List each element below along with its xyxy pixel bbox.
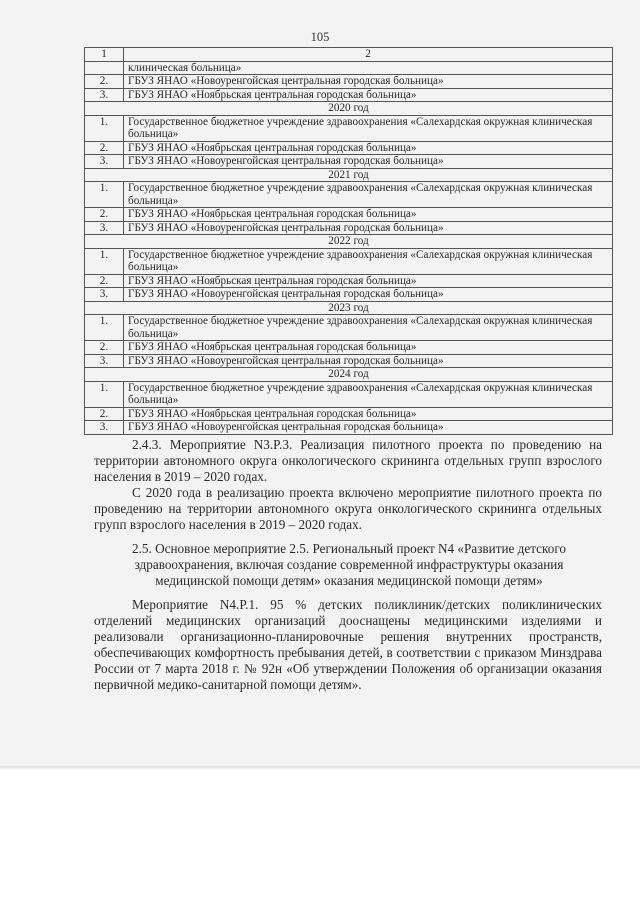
row-text: Государственное бюджетное учреждение здравоохранения «Салехардская окружная клиническая больница» — [124, 315, 613, 341]
table-row — [85, 221, 613, 235]
table-row — [85, 315, 613, 341]
row-number: 3. — [85, 421, 124, 435]
row-number: 2. — [85, 75, 124, 89]
year-row — [85, 102, 613, 116]
year-row — [85, 235, 613, 249]
row-number: 1. — [85, 315, 124, 341]
table-row — [85, 341, 613, 355]
year-row — [85, 301, 613, 315]
table-row — [85, 208, 613, 222]
year-label: 2021 год — [85, 168, 613, 182]
section-2-4-3 — [94, 437, 602, 533]
year-row — [85, 368, 613, 382]
row-number: 3. — [85, 88, 124, 102]
table-row — [85, 354, 613, 368]
row-text: ГБУЗ ЯНАО «Новоуренгойская центральная городская больница» — [124, 354, 613, 368]
row-text: ГБУЗ ЯНАО «Новоуренгойская центральная городская больница» — [124, 221, 613, 235]
row-text: ГБУЗ ЯНАО «Ноябрьская центральная городская больница» — [124, 208, 613, 222]
row-number — [85, 61, 124, 75]
table-row — [85, 407, 613, 421]
row-text: ГБУЗ ЯНАО «Ноябрьская центральная городская больница» — [124, 141, 613, 155]
row-text: ГБУЗ ЯНАО «Ноябрьская центральная городская больница» — [124, 407, 613, 421]
row-text: ГБУЗ ЯНАО «Новоуренгойская центральная городская больница» — [124, 75, 613, 89]
table-row — [85, 155, 613, 169]
row-number: 3. — [85, 354, 124, 368]
year-label: 2024 год — [85, 368, 613, 382]
section-2-4-3-paragraph-1: 2.4.3. Мероприятие N3.P.3. Реализация пилотного проекта по проведению на территории автономного округа онкологического скрининга отдельных групп взрослого населения в 2019 – 2020 годах. — [94, 437, 602, 484]
row-text: ГБУЗ ЯНАО «Ноябрьская центральная городская больница» — [124, 88, 613, 102]
row-text: клиническая больница» — [124, 61, 613, 75]
row-number: 2. — [85, 141, 124, 155]
row-text: ГБУЗ ЯНАО «Новоуренгойская центральная городская больница» — [124, 288, 613, 302]
header-col-1: 1 — [85, 48, 124, 62]
row-number: 2. — [85, 208, 124, 222]
row-number: 1. — [85, 182, 124, 208]
table-header-row — [85, 48, 613, 62]
section-n4p1-paragraph: Мероприятие N4.P.1. 95 % детских поликлиник/детских поликлинических отделений медицинских организаций дооснащены медицинскими изделиями и реализовали организационно-планировочные решения внутренних пространств, обеспечивающих комфортность пребывания детей, в соответствии с приказом Минздрава России от 7 марта 2018 г. № 92н «Об утверждении Положения об организации оказания первичной медико-санитарной помощи детям». — [94, 597, 602, 692]
row-number: 2. — [85, 274, 124, 288]
table-row — [85, 288, 613, 302]
table-row — [85, 141, 613, 155]
hospital-schedule-table — [84, 47, 613, 435]
year-label: 2022 год — [85, 235, 613, 249]
row-text: Государственное бюджетное учреждение здравоохранения «Салехардская окружная клиническая больница» — [124, 115, 613, 141]
table-row — [85, 88, 613, 102]
row-number: 2. — [85, 407, 124, 421]
table-row — [85, 182, 613, 208]
page-edge-shadow — [0, 766, 640, 770]
row-number: 3. — [85, 288, 124, 302]
table-row — [85, 75, 613, 89]
row-text: ГБУЗ ЯНАО «Ноябрьская центральная городская больница» — [124, 341, 613, 355]
row-number: 1. — [85, 248, 124, 274]
year-label: 2020 год — [85, 102, 613, 116]
section-2-4-3-paragraph-2: С 2020 года в реализацию проекта включено мероприятие пилотного проекта по проведению на территории автономного округа онкологического скрининга отдельных групп взрослого населения в 2019 – 2020 годах. — [94, 485, 602, 532]
year-label: 2023 год — [85, 301, 613, 315]
row-text: ГБУЗ ЯНАО «Ноябрьская центральная городская больница» — [124, 274, 613, 288]
table-row — [85, 248, 613, 274]
header-col-2: 2 — [124, 48, 613, 62]
table-row — [85, 115, 613, 141]
row-text: Государственное бюджетное учреждение здравоохранения «Салехардская окружная клиническая больница» — [124, 248, 613, 274]
row-number: 1. — [85, 115, 124, 141]
row-text: ГБУЗ ЯНАО «Новоуренгойская центральная городская больница» — [124, 421, 613, 435]
row-text: ГБУЗ ЯНАО «Новоуренгойская центральная городская больница» — [124, 155, 613, 169]
table-row — [85, 421, 613, 435]
row-number: 1. — [85, 381, 124, 407]
row-text: Государственное бюджетное учреждение здравоохранения «Салехардская окружная клиническая больница» — [124, 381, 613, 407]
page-number: 105 — [310, 30, 330, 44]
table-row — [85, 61, 613, 75]
row-number: 3. — [85, 155, 124, 169]
year-row — [85, 168, 613, 182]
row-text: Государственное бюджетное учреждение здравоохранения «Салехардская окружная клиническая больница» — [124, 182, 613, 208]
section-2-5-heading: 2.5. Основное мероприятие 2.5. Региональный проект N4 «Развитие детского здравоохранения, включая создание современной инфраструктуры оказания медицинской помощи детям» оказания медицинской помощи детям» — [131, 541, 567, 588]
section-n4p1 — [94, 597, 602, 693]
row-number: 2. — [85, 341, 124, 355]
table-row — [85, 381, 613, 407]
row-number: 3. — [85, 221, 124, 235]
table-row — [85, 274, 613, 288]
